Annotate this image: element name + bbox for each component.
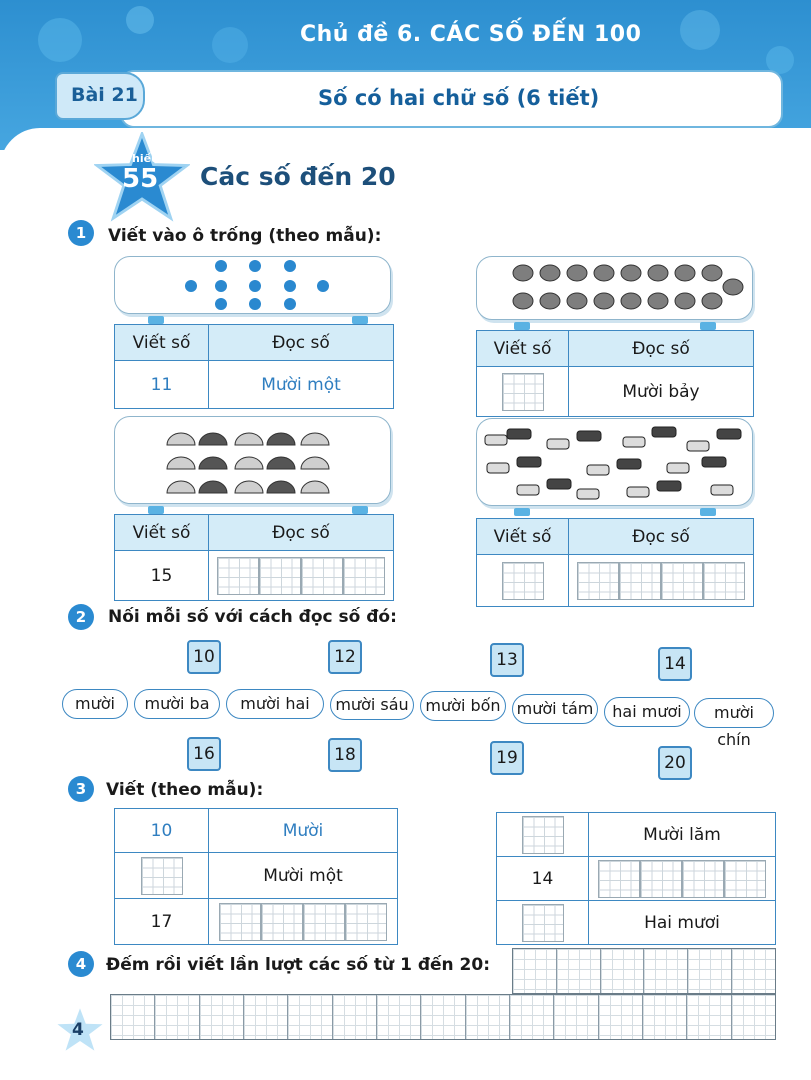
- header-read: Đọc số: [569, 331, 754, 367]
- word-pill[interactable]: mười chín: [694, 698, 774, 728]
- cell-number: 14: [497, 857, 589, 901]
- question-2-text: Nối mỗi số với cách đọc số đó:: [108, 607, 397, 627]
- answer-word-box[interactable]: [589, 857, 776, 901]
- card-pin: [514, 508, 530, 516]
- word-pill[interactable]: mười ba: [134, 689, 220, 719]
- sheet-number: 55: [122, 164, 159, 194]
- table-dots: [114, 324, 394, 409]
- card-pin: [514, 322, 530, 330]
- lesson-tag: [55, 72, 145, 120]
- number-box[interactable]: 18: [328, 738, 362, 772]
- word-pill[interactable]: mười bốn: [420, 691, 506, 721]
- number-box[interactable]: 10: [187, 640, 221, 674]
- question-1-number: 1: [68, 220, 94, 246]
- picture-card-cars: [476, 418, 753, 506]
- answer-read-box[interactable]: [569, 555, 754, 607]
- question-2-number: 2: [68, 604, 94, 630]
- number-box[interactable]: 16: [187, 737, 221, 771]
- card-pin: [700, 322, 716, 330]
- card-pin: [148, 506, 164, 514]
- word-pill[interactable]: mười tám: [512, 694, 598, 724]
- sheet-title: Các số đến 20: [200, 162, 396, 191]
- number-box[interactable]: 13: [490, 643, 524, 677]
- card-pin: [352, 506, 368, 514]
- cell-read-value: Mười bảy: [569, 367, 754, 417]
- chicks-illustration: [477, 257, 754, 321]
- cell-read-value: Mười một: [209, 361, 394, 409]
- cell-write-value: 11: [115, 361, 209, 409]
- header-read: Đọc số: [209, 515, 394, 551]
- sheet-label: Phiếu: [124, 152, 159, 165]
- answer-word-box[interactable]: [209, 899, 398, 945]
- cell-word: Mười lăm: [589, 813, 776, 857]
- word-pill[interactable]: mười hai: [226, 689, 324, 719]
- answer-number-box[interactable]: [497, 901, 589, 945]
- number-box[interactable]: 14: [658, 647, 692, 681]
- cell-word: Mười: [209, 809, 398, 853]
- table-chicks: [476, 330, 754, 417]
- answer-read-box[interactable]: [209, 551, 394, 601]
- header-read: Đọc số: [209, 325, 394, 361]
- answer-number-box[interactable]: [115, 853, 209, 899]
- cell-word: Hai mươi: [589, 901, 776, 945]
- lesson-title: Số có hai chữ số (6 tiết): [318, 86, 600, 110]
- word-pill[interactable]: mười: [62, 689, 128, 719]
- question-1-text: Viết vào ô trống (theo mẫu):: [108, 226, 382, 246]
- cell-write-value: 15: [115, 551, 209, 601]
- header-write: Viết số: [477, 331, 569, 367]
- page-number: 4: [72, 1020, 84, 1040]
- cars-illustration: [477, 419, 754, 507]
- dots-illustration: [115, 257, 392, 315]
- card-pin: [148, 316, 164, 324]
- table-caps: [114, 514, 394, 601]
- cell-word: Mười một: [209, 853, 398, 899]
- question-4-text: Đếm rồi viết lần lượt các số từ 1 đến 20:: [106, 955, 491, 975]
- table-cars: [476, 518, 754, 607]
- writing-strip-top[interactable]: [512, 948, 776, 994]
- card-pin: [352, 316, 368, 324]
- chapter-title: Chủ đề 6. CÁC SỐ ĐẾN 100: [300, 22, 642, 47]
- word-pill[interactable]: mười sáu: [330, 690, 414, 720]
- header-write: Viết số: [477, 519, 569, 555]
- word-pill[interactable]: hai mươi: [604, 697, 690, 727]
- table-write-left: [114, 808, 398, 945]
- question-3-text: Viết (theo mẫu):: [106, 780, 264, 800]
- picture-card-caps: [114, 416, 391, 504]
- answer-write-box[interactable]: [477, 367, 569, 417]
- card-pin: [700, 508, 716, 516]
- question-4-number: 4: [68, 951, 94, 977]
- picture-card-chicks: [476, 256, 753, 320]
- number-box[interactable]: 19: [490, 741, 524, 775]
- number-box[interactable]: 20: [658, 746, 692, 780]
- cell-number: 17: [115, 899, 209, 945]
- writing-strip-bottom[interactable]: [110, 994, 776, 1040]
- question-3-number: 3: [68, 776, 94, 802]
- header-write: Viết số: [115, 515, 209, 551]
- cell-number: 10: [115, 809, 209, 853]
- number-box[interactable]: 12: [328, 640, 362, 674]
- caps-illustration: [115, 417, 392, 505]
- lesson-tag-label: Bài 21: [71, 84, 138, 106]
- answer-write-box[interactable]: [477, 555, 569, 607]
- header-read: Đọc số: [569, 519, 754, 555]
- table-write-right: [496, 812, 776, 945]
- answer-number-box[interactable]: [497, 813, 589, 857]
- header-write: Viết số: [115, 325, 209, 361]
- picture-card-dots: [114, 256, 391, 314]
